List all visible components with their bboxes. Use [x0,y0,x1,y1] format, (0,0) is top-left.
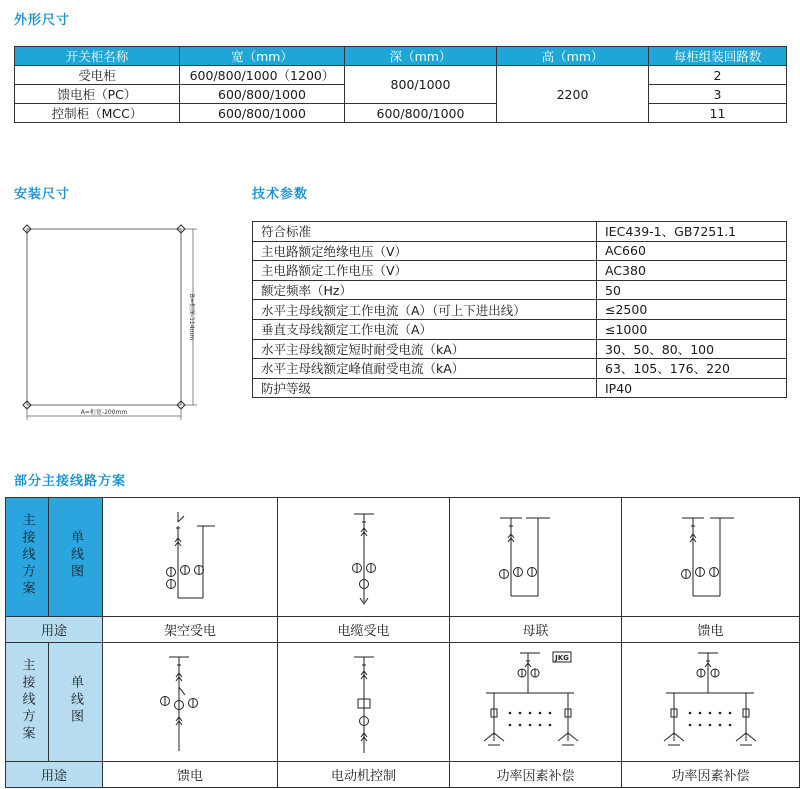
tech-param-value: IEC439-1、GB7251.1 [597,222,787,242]
tech-param-row [253,378,787,398]
header-cell: 每柜组装回路数 [649,47,787,66]
use-label: 用途 [6,762,103,788]
cabinet-outline [27,229,181,405]
tech-param-value: AC660 [597,241,787,261]
single-line-diagram [450,643,620,762]
tech-param-value: IP40 [597,378,787,398]
tech-param-row [253,280,787,300]
tech-param-key: 主电路额定工作电压（V） [253,261,597,281]
tech-param-row [253,241,787,261]
diagram-pf-compensation-2 [622,643,800,762]
single-line-label: 单线图 [68,674,83,726]
tech-param-row [253,359,787,379]
use-cell: 馈电 [622,617,800,643]
tech-param-key: 符合标准 [253,222,597,242]
header-cell: 开关柜名称 [15,47,180,66]
tech-param-row [253,300,787,320]
section-title-schemes: 部分主接线路方案 [14,474,127,489]
diagram-feeder [622,498,800,617]
scheme-label-cell [6,498,49,617]
diagram-cable-incoming [278,498,450,617]
cabinet-name: 馈电柜（PC） [15,85,180,104]
cabinet-width: 600/800/1000 [180,104,345,123]
section-title-install: 安装尺寸 [14,187,71,202]
width-dimension-label: A=柜宽-200mm [80,409,128,416]
single-line-diagram [622,643,792,762]
tech-param-row [253,222,787,242]
diagram-feeder-2 [103,643,278,762]
scheme-row-1 [6,498,800,617]
section-title-tech: 技术参数 [252,187,309,202]
cabinet-name: 受电柜 [15,66,180,85]
single-line-label-cell [49,498,103,617]
cabinet-width: 600/800/1000（1200） [180,66,345,85]
single-line-diagram [622,498,792,617]
tech-param-row [253,319,787,339]
scheme-label: 主接线方案 [19,657,35,743]
diagram-bus-tie [450,498,622,617]
tech-params-table [252,221,787,398]
use-cell: 功率因素补偿 [450,762,622,788]
section-title-dimensions: 外形尺寸 [14,13,71,28]
header-cell: 深（mm） [345,47,497,66]
cabinet-circuits: 11 [649,104,787,123]
schemes-table [5,497,800,788]
tech-param-value: ≤1000 [597,319,787,339]
tech-param-key: 水平主母线额定峰值耐受电流（kA） [253,359,597,379]
tech-param-row [253,261,787,281]
single-line-diagram [278,643,448,762]
tech-param-value: ≤2500 [597,300,787,320]
cabinet-name: 控制柜（MCC） [15,104,180,123]
single-line-diagram [103,643,276,762]
dimension-lines [27,229,197,420]
use-cell: 馈电 [103,762,278,788]
use-row-2 [6,762,800,788]
use-label: 用途 [6,617,103,643]
tech-param-key: 水平主母线额定工作电流（A）（可上下进出线） [253,300,597,320]
tech-param-key: 水平主母线额定短时耐受电流（kA） [253,339,597,359]
diagram-pf-compensation-1 [450,643,622,762]
use-cell: 母联 [450,617,622,643]
scheme-label-cell [6,643,49,762]
depth-dimension-label: B=柜深-114mm [188,293,195,341]
tech-param-value: 63、105、176、220 [597,359,787,379]
cabinet-height: 2200 [497,66,649,123]
jkg-badge: JKG [555,654,569,662]
use-cell: 电缆受电 [278,617,450,643]
cabinet-circuits: 3 [649,85,787,104]
cabinet-depth: 600/800/1000 [345,104,497,123]
use-cell: 架空受电 [103,617,278,643]
dimensions-table [14,46,787,123]
cabinet-depth: 800/1000 [345,66,497,104]
single-line-diagram [450,498,620,617]
tech-param-value: 50 [597,280,787,300]
use-cell: 功率因素补偿 [622,762,800,788]
table-header-row [15,47,787,66]
scheme-row-2 [6,643,800,762]
single-line-label-cell [49,643,103,762]
table-row [15,66,787,85]
single-line-diagram [103,498,276,617]
table-row [15,104,787,123]
tech-param-key: 主电路额定绝缘电压（V） [253,241,597,261]
diagram-motor-control [278,643,450,762]
scheme-label: 主接线方案 [19,512,35,598]
tech-param-key: 防护等级 [253,378,597,398]
cabinet-width: 600/800/1000 [180,85,345,104]
use-row-1 [6,617,800,643]
install-dimension-drawing [14,217,209,422]
header-cell: 宽（mm） [180,47,345,66]
tech-param-value: AC380 [597,261,787,281]
cabinet-circuits: 2 [649,66,787,85]
diagram-overhead-incoming [103,498,278,617]
tech-param-key: 额定频率（Hz） [253,280,597,300]
single-line-diagram [278,498,448,617]
tech-params-body [253,222,787,398]
tech-param-value: 30、50、80、100 [597,339,787,359]
tech-param-row [253,339,787,359]
header-cell: 高（mm） [497,47,649,66]
use-cell: 电动机控制 [278,762,450,788]
single-line-label: 单线图 [68,529,83,581]
tech-param-key: 垂直支母线额定工作电流（A） [253,319,597,339]
mounting-holes [23,225,185,409]
